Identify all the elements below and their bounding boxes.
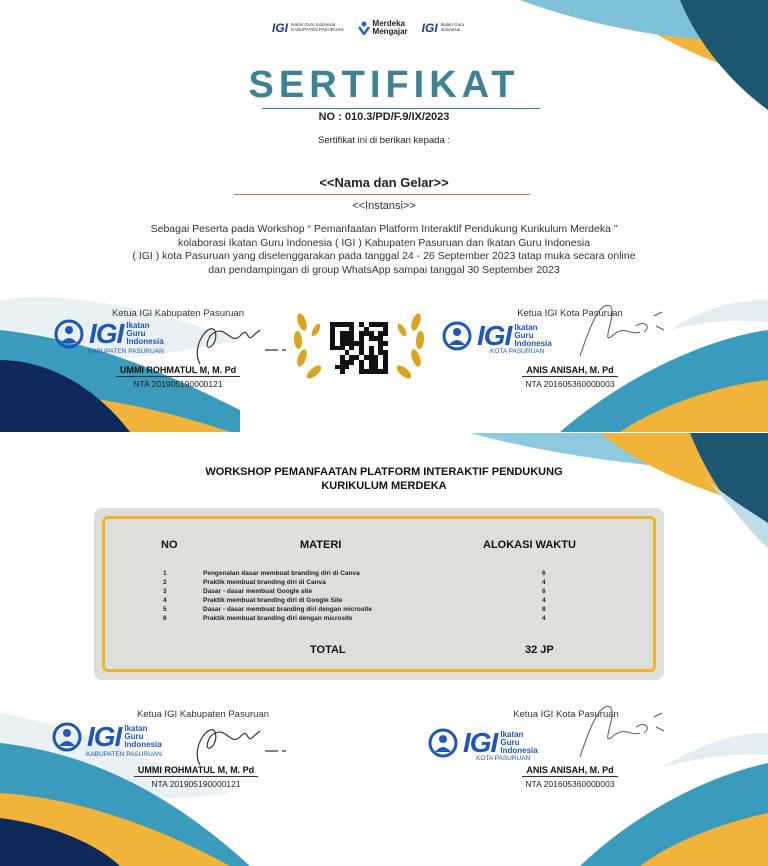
workshop-title-line: KURIKULUM MERDEKA <box>321 480 447 492</box>
table-row: 3 Dasar - dasar membuat Google site 6 <box>163 588 546 595</box>
signatory-role: Ketua IGI Kabupaten Pasuruan <box>136 709 270 720</box>
workshop-title <box>0 465 768 493</box>
igi-kabupaten-logo-large: IGI Ikatan Guru Indonesia KABUPATEN PASURUAN <box>52 318 164 350</box>
signatory-left-details <box>68 360 288 389</box>
signatory-right <box>456 709 676 723</box>
igi-person-icon <box>426 728 460 758</box>
body-line: dan pendampingan di group WhatsApp sampai tanggal 30 September 2023 <box>208 263 560 276</box>
body-line: ( IGI ) kota Pasuruan yang diselenggarakan pada tanggal 24 - 26 September 2023 tatap muka secara online <box>132 250 636 262</box>
qr-code <box>330 322 388 374</box>
igi-kota-logo-large: IGI Ikatan Guru Indonesia KOTA PASURUAN <box>440 320 552 352</box>
merdeka-mengajar-logo: Merdeka Mengajar <box>358 20 408 36</box>
certificate-intro: Sertifikat ini di berikan kepada : <box>317 135 451 146</box>
recipient-institution: <<Instansi>> <box>352 200 416 212</box>
igi-person-icon <box>440 321 474 351</box>
signatory-name: UMMI ROHMATUL M, M. Pd <box>134 765 258 777</box>
certificate-body <box>0 223 768 277</box>
signatory-nta: NTA 201605360000003 <box>525 779 615 789</box>
signatory-nta: NTA 201605360000003 <box>525 379 615 389</box>
body-line: kolaborasi Ikatan Guru Indonesia ( IGI ) Kabupaten Pasuruan dan Ikatan Guru Indonesia <box>177 236 591 249</box>
merdeka-mengajar-icon <box>358 21 370 35</box>
table-row: 4 Praktik membuat branding diri di Google Site 4 <box>163 597 546 604</box>
signatory-right-details <box>460 760 680 789</box>
materials-table <box>94 508 664 680</box>
table-row: 1 Pengenalan dasar membuat branding diri di Canva 6 <box>163 570 546 577</box>
recipient-name: <<Nama dan Gelar>> <box>319 175 449 190</box>
signatory-role: Ketua IGI Kota Pasuruan <box>513 709 619 720</box>
signatory-name: UMMI ROHMATUL M, M. Pd <box>116 365 240 377</box>
signatory-right-details <box>460 360 680 389</box>
signatory-name: ANIS ANISAH, M. Pd <box>522 365 617 377</box>
header-alokasi: ALOKASI WAKTU <box>483 539 576 551</box>
igi-kota-logo: IGI Ikatan Guru Indonesia <box>421 21 465 35</box>
signatory-role: Ketua IGI Kabupaten Pasuruan <box>111 308 245 319</box>
materials-table-frame <box>102 516 656 672</box>
signatory-nta: NTA 201905190000121 <box>151 779 241 789</box>
signatory-name: ANIS ANISAH, M. Pd <box>522 765 617 777</box>
igi-person-icon <box>50 722 84 752</box>
table-row: 5 Dasar - dasar membuat branding diri dengan microsite 8 <box>163 606 546 613</box>
table-row: 2 Praktik membuat branding diri di Canva 4 <box>163 579 546 586</box>
igi-kota-logo-large: IGI Ikatan Guru Indonesia KOTA PASURUAN <box>426 727 538 759</box>
body-line: Sebagai Peserta pada Workshop “ Pemanfaatan Platform Interaktif Pendukung Kurikulum Merdeka ” <box>150 223 618 235</box>
certificate-page <box>0 0 768 432</box>
certificate-title: SERTIFIKAT <box>248 64 520 106</box>
certificate-number: NO : 010.3/PD/F.9/IX/2023 <box>318 111 450 123</box>
total-label: TOTAL <box>310 644 346 656</box>
workshop-title-line: WORKSHOP PEMANFAATAN PLATFORM INTERAKTIF PENDUKUNG <box>205 466 563 478</box>
total-value: 32 JP <box>525 644 554 656</box>
table-row: 6 Praktik membuat branding diri dengan microsite 4 <box>163 615 546 622</box>
signatory-role: Ketua IGI Kota Pasuruan <box>517 308 623 319</box>
igi-kabupaten-logo-large: IGI Ikatan Guru Indonesia KABUPATEN PASURUAN <box>50 721 162 753</box>
partner-logos <box>272 20 475 36</box>
signatory-left-details <box>86 760 306 789</box>
workshop-materials-page <box>0 433 768 866</box>
igi-person-icon <box>52 319 86 349</box>
title-underline <box>262 108 540 109</box>
signatory-nta: NTA 201905190000121 <box>133 379 223 389</box>
header-materi: MATERI <box>300 539 342 551</box>
igi-kabupaten-logo: IGI Ikatan Guru Indonesia KABUPATEN PASURUAN <box>272 21 344 35</box>
header-no: NO <box>161 539 178 551</box>
name-underline <box>234 194 530 195</box>
